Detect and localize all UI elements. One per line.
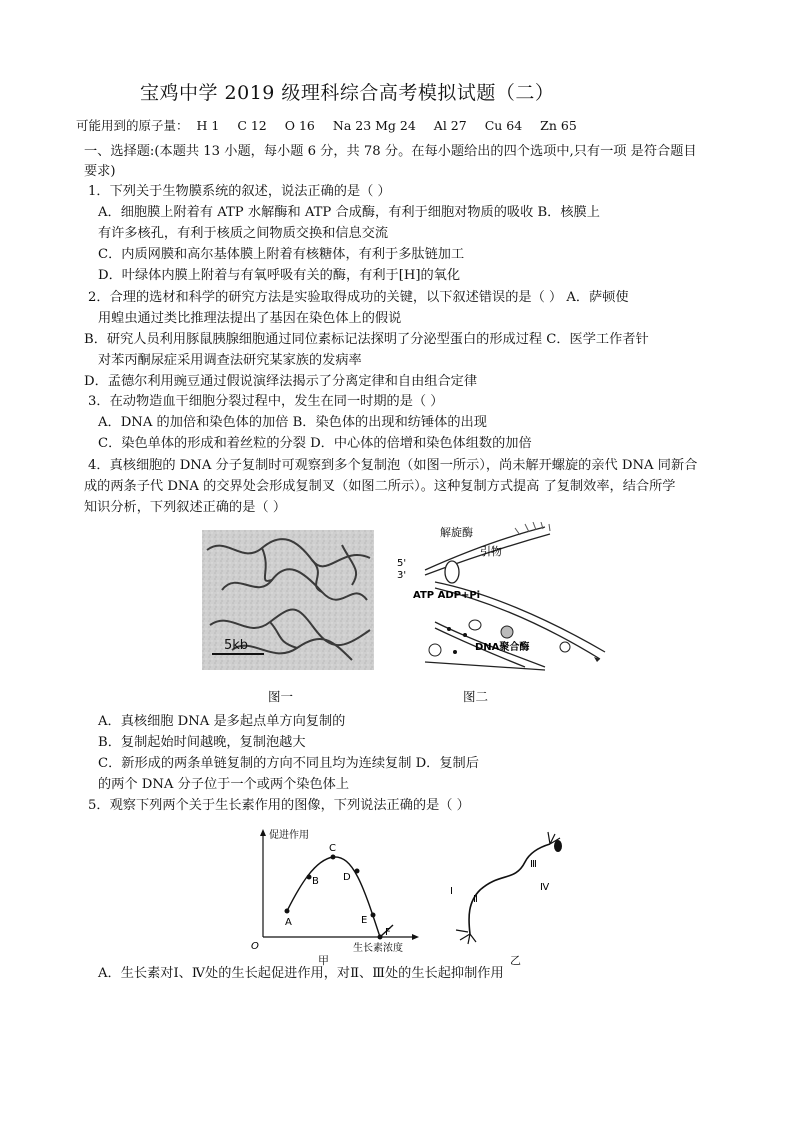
atomic-mass-h: H 1 — [196, 118, 220, 133]
jia-origin: O — [251, 941, 259, 952]
page-title: 宝鸡中学 2019 级理科综合高考模拟试题（二） — [140, 82, 555, 104]
jia-xlabel: 生长素浓度 — [353, 943, 403, 954]
region-3-label: Ⅲ — [530, 859, 537, 870]
q2-option-a-cont: 用蝗虫通过类比推理法提出了基因在染色体上的假说 — [98, 311, 402, 326]
helicase-shape — [445, 561, 459, 583]
q4-option-c-d: C．新形成的两条单链复制的方向不同且均为连续复制 D．复制后 — [98, 756, 479, 771]
q3-options-cd: C．染色单体的形成和着丝粒的分裂 D．中心体的倍增和染色体组数的加倍 — [98, 436, 532, 451]
q1-option-c: C．内质网膜和高尔基体膜上附着有核糖体，有利于多肽链加工 — [98, 247, 465, 262]
figure-2-replication-fork — [395, 522, 610, 672]
label-c: C — [329, 843, 336, 854]
graph-jia-caption: 甲 — [318, 954, 329, 967]
q4-option-b: B．复制起始时间越晚，复制泡越大 — [98, 735, 306, 750]
polymerase-shape-1 — [469, 620, 481, 630]
graph-jia — [245, 825, 425, 960]
label-d: D — [343, 872, 351, 883]
end-5-label: 5' — [397, 558, 407, 569]
q1-option-d: D．叶绿体内膜上附着与有氧呼吸有关的酶，有利于[H]的氧化 — [98, 268, 461, 283]
seedling-caption: 乙 — [510, 954, 521, 967]
atomic-mass-o: O 16 — [284, 118, 315, 133]
label-b: B — [312, 876, 319, 887]
atp-label: ATP ADP+Pi — [413, 590, 481, 601]
point-d — [355, 869, 360, 874]
point-e — [371, 913, 376, 918]
figure-1-caption: 图一 — [268, 689, 294, 704]
primer-label: 引物 — [480, 545, 502, 558]
q2-option-c-cont: 对苯丙酮尿症采用调查法研究某家族的发病率 — [98, 353, 362, 368]
label-a: A — [285, 917, 292, 928]
q3-stem: 3．在动物造血干细胞分裂过程中，发生在同一时期的是（ ） — [88, 394, 444, 409]
scale-bar-label: 5kb — [224, 638, 249, 653]
q4-stem-line2: 成的两条子代 DNA 的交界处会形成复制叉（如图二所示）。这种复制方式提高 了复制效率，结合所学 — [84, 479, 676, 494]
atomic-mass-al: Al 27 — [433, 118, 467, 133]
atomic-mass-zn: Zn 65 — [540, 118, 577, 133]
section-heading: 一、选择题:(本题共 13 小题，每小题 6 分，共 78 分。在每小题给出的四个选项中,只有一项 是符合题目 — [84, 144, 697, 159]
label-f: F — [385, 927, 391, 938]
q1-option-b-cont: 有许多核孔，有利于核质之间物质交换和信息交流 — [98, 226, 389, 241]
point-c — [331, 855, 336, 860]
q4-stem-line3: 知识分析，下列叙述正确的是（ ） — [84, 500, 287, 515]
q4-option-a: A．真核细胞 DNA 是多起点单方向复制的 — [98, 714, 346, 729]
q1-option-a-b: A．细胞膜上附着有 ATP 水解酶和 ATP 合成酶，有利于细胞对物质的吸收 B．核膜上 — [98, 205, 600, 220]
q3-options-ab: A．DNA 的加倍和染色体的加倍 B．染色体的出现和纺锤体的出现 — [98, 415, 487, 430]
q2-option-b-c: B．研究人员利用豚鼠胰腺细胞通过同位素标记法探明了分泌型蛋白的形成过程 C．医学工作者针 — [84, 332, 649, 347]
seedling-stem — [469, 844, 550, 934]
q2-option-d: D．孟德尔利用豌豆通过假说演绎法揭示了分离定律和自由组合定律 — [84, 374, 478, 389]
polymerase-label: DNA聚合酶 — [475, 642, 530, 653]
point-a — [285, 909, 290, 914]
polymerase-shape-4 — [429, 644, 441, 656]
q5-option-a: A．生长素对Ⅰ、Ⅳ处的生长起促进作用，对Ⅱ、Ⅲ处的生长起抑制作用 — [98, 966, 504, 981]
region-4-label: Ⅳ — [540, 882, 550, 893]
atomic-masses — [76, 116, 591, 134]
atomic-mass-na-mg: Na 23 Mg 24 — [332, 118, 416, 133]
atomic-mass-c: C 12 — [237, 118, 267, 133]
seedling-figure — [440, 822, 580, 947]
region-2-label: Ⅱ — [473, 894, 478, 905]
helicase-label: 解旋酶 — [440, 526, 473, 539]
figure-1-micrograph — [202, 530, 374, 670]
point-f — [378, 935, 383, 940]
region-1-label: Ⅰ — [450, 886, 453, 897]
section-heading-cont: 要求) — [84, 164, 116, 179]
q4-stem-line1: 4．真核细胞的 DNA 分子复制时可观察到多个复制泡（如图一所示），尚未解开螺旋的亲代 DNA 同新合 — [88, 458, 698, 473]
q2-stem: 2．合理的选材和科学的研究方法是实验取得成功的关键，以下叙述错误的是（ ） A．萨顿使 — [88, 290, 629, 305]
polymerase-shape-2 — [501, 626, 513, 638]
point-b — [307, 875, 312, 880]
atomic-mass-cu: Cu 64 — [484, 118, 523, 133]
figure-2-caption: 图二 — [463, 689, 489, 704]
q4-option-d-cont: 的两个 DNA 分子位于一个或两个染色体上 — [98, 777, 350, 792]
end-3-label: 3' — [397, 570, 407, 581]
q1-stem: 1．下列关于生物膜系统的叙述，说法正确的是（ ） — [88, 184, 391, 199]
q5-stem: 5．观察下列两个关于生长素作用的图像，下列说法正确的是（ ） — [88, 798, 470, 813]
label-e: E — [361, 915, 368, 926]
atomic-masses-label: 可能用到的原子量： — [76, 118, 189, 133]
jia-ylabel: 促进作用 — [269, 830, 309, 841]
polymerase-shape-3 — [560, 642, 570, 652]
